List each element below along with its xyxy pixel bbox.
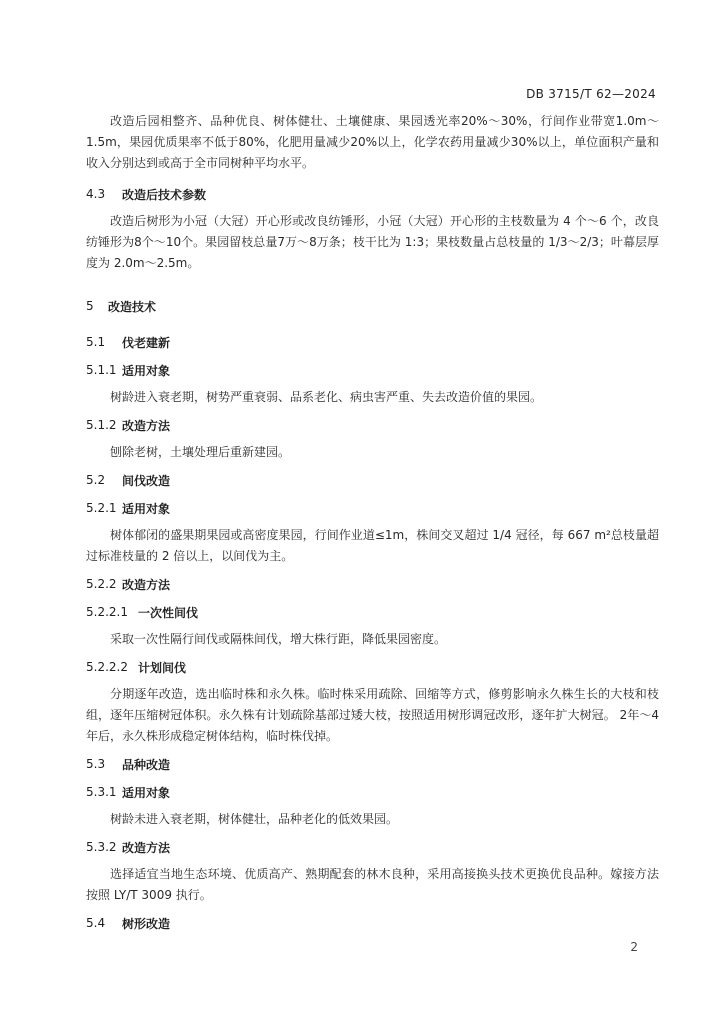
section-number: 5.2.1 <box>86 501 117 515</box>
section-heading-5-2-2-1 <box>86 603 659 621</box>
paragraph-5-3-2: 选择适宜当地生态环境、优质高产、熟期配套的林木良种，采用高接换头技术更换优良品种。嫁接方法按照 LY/T 3009 执行。 <box>86 867 659 902</box>
section-title: 适用对象 <box>122 785 171 800</box>
section-title: 改造技术 <box>108 299 157 314</box>
paragraph-5-2-2-1: 采取一次性隔行间伐或隔株间伐，增大株行距，降低果园密度。 <box>110 632 447 646</box>
section-title: 树形改造 <box>122 916 171 931</box>
section-heading-5-3-1 <box>86 783 659 801</box>
section-number: 5.2.2.1 <box>86 605 128 619</box>
section-number: 5 <box>86 299 94 313</box>
section-number: 5.3 <box>86 757 106 771</box>
section-title: 改造方法 <box>122 418 171 433</box>
section-title: 伐老建新 <box>122 335 171 350</box>
section-heading-5-1 <box>86 333 659 351</box>
paragraph-5-3-1: 树龄未进入衰老期，树体健壮，品种老化的低效果园。 <box>110 812 399 826</box>
section-heading-5-1-2 <box>86 416 659 434</box>
section-heading-5-2 <box>86 471 659 489</box>
section-number: 5.2 <box>86 473 106 487</box>
document-code: DB 3715/T 62—2024 <box>526 87 656 101</box>
section-heading-5-2-2-2 <box>86 658 659 676</box>
section-heading-5-2-2 <box>86 575 659 593</box>
section-title: 适用对象 <box>122 501 171 516</box>
paragraph-5-2-2-2: 分期逐年改造，选出临时株和永久株。临时株采用疏除、回缩等方式，修剪影响永久株生长的大枝和枝组，逐年压缩树冠体积。永久株有计划疏除基部过矮大枝，按照适用树形调冠改形，逐年扩大树冠。 2年～4年后，永久株形成稳定树体结构，临时株伐掉。 <box>86 687 659 743</box>
section-heading-5-1-1 <box>86 361 659 379</box>
section-number: 5.2.2.2 <box>86 660 128 674</box>
page-number: 2 <box>630 940 638 954</box>
section-heading-5 <box>86 297 659 315</box>
document-body <box>86 111 659 932</box>
section-number: 5.3.1 <box>86 785 117 799</box>
section-number: 5.1 <box>86 335 106 349</box>
section-number: 4.3 <box>86 187 106 201</box>
paragraph-5-2-1: 树体郁闭的盛果期果园或高密度果园，行间作业道≤1m，株间交叉超过 1/4 冠径，每 667 m²总枝量超过标准枝量的 2 倍以上，以间伐为主。 <box>86 528 659 563</box>
paragraph-5-1-2: 刨除老树，土壤处理后重新建园。 <box>110 445 291 459</box>
section-heading-5-2-1 <box>86 499 659 517</box>
section-heading-5-3-2 <box>86 838 659 856</box>
paragraph-5-1-1: 树龄进入衰老期，树势严重衰弱、品系老化、病虫害严重、失去改造价值的果园。 <box>110 390 543 404</box>
section-title: 适用对象 <box>122 363 171 378</box>
paragraph-4-3: 改造后树形为小冠（大冠）开心形或改良纺锤形，小冠（大冠）开心形的主枝数量为 4 个～6 个，改良纺锤形为8个～10个。果园留枝总量7万～8万条；枝干比为 1:3；果枝数量占总枝量的 1/3～2/3；叶幕层厚度为 2.0m～2.5m。 <box>86 214 659 270</box>
section-heading-4-3 <box>86 185 659 203</box>
section-number: 5.1.2 <box>86 418 117 432</box>
section-number: 5.2.2 <box>86 577 117 591</box>
section-number: 5.1.1 <box>86 363 117 377</box>
section-title: 间伐改造 <box>122 473 171 488</box>
section-title: 一次性间伐 <box>138 605 199 620</box>
section-title: 改造后技术参数 <box>122 187 207 202</box>
section-title: 改造方法 <box>122 577 171 592</box>
section-heading-5-4 <box>86 914 659 932</box>
section-title: 品种改造 <box>122 757 171 772</box>
intro-paragraph: 改造后园相整齐、品种优良、树体健壮、土壤健康、果园透光率20%～30%，行间作业带宽1.0m～1.5m，果园优质果率不低于80%，化肥用量减少20%以上，化学农药用量减少30%以上，单位面积产量和收入分别达到或高于全市同树种平均水平。 <box>86 114 659 170</box>
section-number: 5.3.2 <box>86 840 117 854</box>
section-title: 计划间伐 <box>138 660 187 675</box>
section-heading-5-3 <box>86 755 659 773</box>
section-number: 5.4 <box>86 916 106 930</box>
section-title: 改造方法 <box>122 840 171 855</box>
